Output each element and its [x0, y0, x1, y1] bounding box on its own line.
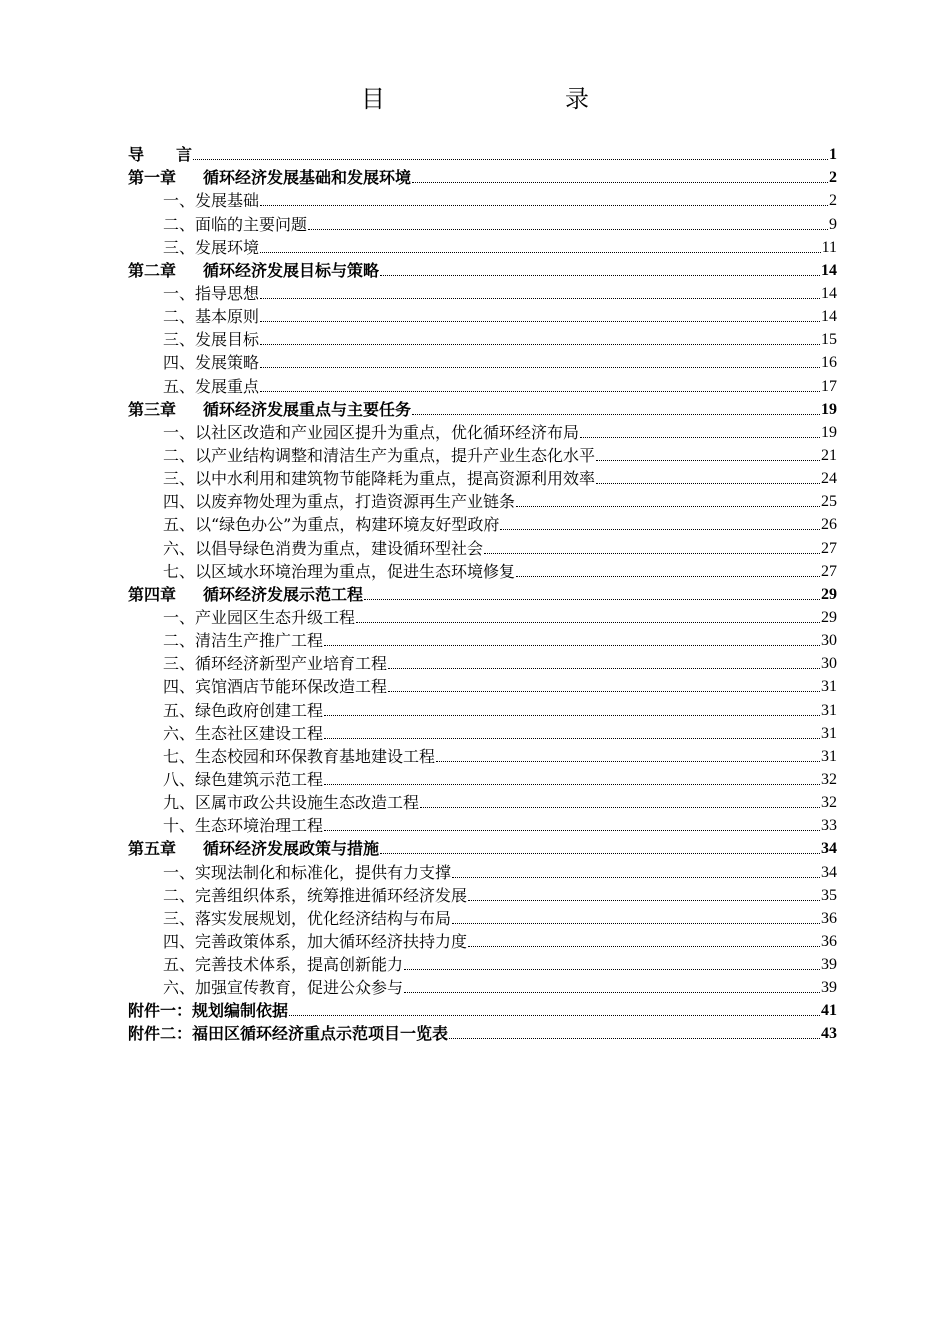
toc-section-entry[interactable] — [128, 628, 837, 651]
toc-page-number: 32 — [821, 770, 837, 788]
toc-entry-text: 四、发展策略 — [163, 353, 260, 373]
toc-page-number: 31 — [821, 678, 837, 696]
toc-page-number: 39 — [821, 956, 837, 974]
toc-chapter-entry[interactable] — [128, 582, 837, 605]
dot-leader — [260, 344, 820, 345]
dot-leader — [388, 668, 820, 669]
toc-entry-text: 一、实现法制化和标准化，提供有力支撑 — [163, 862, 452, 882]
toc-entry-label — [128, 839, 379, 859]
toc-page-number: 14 — [821, 308, 837, 326]
toc-entry-text: 三、发展目标 — [163, 330, 260, 350]
toc-section-entry[interactable] — [128, 188, 837, 211]
toc-page-number: 43 — [821, 1025, 837, 1043]
toc-entry-text: 五、发展重点 — [163, 376, 260, 396]
toc-entry-text: 四、完善政策体系，加大循环经济扶持力度 — [163, 931, 468, 951]
toc-entry-text: 六、以倡导绿色消费为重点，建设循环型社会 — [163, 538, 484, 558]
toc-entry-label — [128, 1001, 288, 1021]
toc-entry-label — [163, 539, 483, 559]
dot-leader — [468, 946, 820, 947]
toc-entry-label — [128, 145, 192, 165]
toc-entry-label — [163, 701, 323, 721]
toc-page-number: 27 — [821, 539, 837, 557]
toc-page-number: 9 — [829, 215, 837, 233]
toc-section-entry[interactable] — [128, 304, 837, 327]
toc-entry-label — [163, 469, 595, 489]
toc-section-entry[interactable] — [128, 813, 837, 836]
toc-entry-label — [163, 909, 451, 929]
toc-entry-text: 附件二：福田区循环经济重点示范项目一览表 — [128, 1024, 449, 1044]
dot-leader — [449, 1038, 820, 1039]
toc-entry-text: 一、产业园区生态升级工程 — [163, 607, 356, 627]
dot-leader — [404, 992, 820, 993]
dot-leader — [324, 715, 820, 716]
toc-page-number: 30 — [821, 655, 837, 673]
dot-leader — [324, 738, 820, 739]
dot-leader — [260, 205, 828, 206]
toc-section-entry[interactable] — [128, 420, 837, 443]
toc-entry-text: 循环经济发展基础和发展环境 — [203, 168, 412, 188]
dot-leader — [324, 784, 820, 785]
toc-section-entry[interactable] — [128, 883, 837, 906]
toc-section-entry[interactable] — [128, 211, 837, 234]
toc-section-entry[interactable] — [128, 744, 837, 767]
toc-entry-text: 二、面临的主要问题 — [163, 214, 308, 234]
toc-page-number: 17 — [821, 377, 837, 395]
toc-section-entry[interactable] — [128, 512, 837, 535]
toc-entry-text: 五、完善技术体系，提高创新能力 — [163, 955, 404, 975]
dot-leader — [388, 691, 820, 692]
toc-section-entry[interactable] — [128, 975, 837, 998]
dot-leader — [193, 159, 828, 160]
dot-leader — [380, 275, 820, 276]
toc-chapter-entry[interactable] — [128, 258, 837, 281]
dot-leader — [412, 414, 820, 415]
dot-leader — [404, 969, 820, 970]
toc-section-entry[interactable] — [128, 674, 837, 697]
dot-leader — [516, 506, 820, 507]
toc-entry-label — [163, 330, 259, 350]
toc-entry-label — [163, 724, 323, 744]
toc-entry-label — [163, 562, 515, 582]
toc-section-entry[interactable] — [128, 952, 837, 975]
toc-entry-label — [163, 191, 259, 211]
toc-entry-text: 三、落实发展规划，优化经济结构与布局 — [163, 908, 452, 928]
toc-entry-text: 九、区属市政公共设施生态改造工程 — [163, 793, 420, 813]
dot-leader — [452, 877, 820, 878]
dot-leader — [500, 529, 820, 530]
toc-page-number: 30 — [821, 632, 837, 650]
toc-entry-text: 循环经济发展重点与主要任务 — [203, 399, 412, 419]
toc-entry-label — [163, 215, 307, 235]
toc-section-entry[interactable] — [128, 859, 837, 882]
toc-entry-text: 附件一：规划编制依据 — [128, 1001, 289, 1021]
toc-entry-label — [163, 654, 387, 674]
toc-page-number: 31 — [821, 747, 837, 765]
toc-entry-label — [163, 978, 403, 998]
toc-section-entry[interactable] — [128, 489, 837, 512]
toc-chapter-entry[interactable] — [128, 998, 837, 1021]
toc-entry-label — [128, 261, 379, 281]
toc-entry-text: 四、宾馆酒店节能环保改造工程 — [163, 677, 388, 697]
toc-page-number: 36 — [821, 909, 837, 927]
toc-entry-label — [128, 585, 363, 605]
toc-entry-text: 一、指导思想 — [163, 283, 260, 303]
toc-page-number: 31 — [821, 701, 837, 719]
toc-entry-text: 七、以区域水环境治理为重点，促进生态环境修复 — [163, 561, 516, 581]
toc-section-entry[interactable] — [128, 721, 837, 744]
toc-page-number: 14 — [821, 284, 837, 302]
toc-chapter-number: 第二章 — [128, 260, 177, 280]
dot-leader — [260, 298, 820, 299]
toc-page-number: 27 — [821, 562, 837, 580]
dot-leader — [484, 553, 820, 554]
toc-entry-text: 循环经济发展示范工程 — [203, 584, 364, 604]
toc-entry-label — [163, 238, 259, 258]
toc-entry-text: 循环经济发展目标与策略 — [203, 260, 380, 280]
toc-entry-text: 一、以社区改造和产业园区提升为重点，优化循环经济布局 — [163, 422, 580, 442]
toc-page-number: 36 — [821, 932, 837, 950]
toc-section-entry[interactable] — [128, 767, 837, 790]
toc-entry-text: 八、绿色建筑示范工程 — [163, 769, 324, 789]
toc-entry-text: 七、生态校园和环保教育基地建设工程 — [163, 746, 436, 766]
toc-entry-text: 三、循环经济新型产业培育工程 — [163, 654, 388, 674]
toc-entry-label — [163, 515, 499, 535]
dot-leader — [260, 321, 820, 322]
dot-leader — [260, 252, 821, 253]
toc-entry-label — [163, 816, 323, 836]
toc-page-number: 19 — [821, 423, 837, 441]
toc-section-entry[interactable] — [128, 559, 837, 582]
toc-entry-label — [163, 863, 451, 883]
toc-entry-text: 一、发展基础 — [163, 191, 260, 211]
dot-leader — [580, 437, 820, 438]
toc-entry-label — [163, 932, 467, 952]
toc-page-number: 24 — [821, 470, 837, 488]
toc-page-number: 14 — [821, 261, 837, 279]
toc-entry-label — [163, 770, 323, 790]
dot-leader — [308, 229, 828, 230]
toc-chapter-entry[interactable] — [128, 836, 837, 859]
toc-section-entry[interactable] — [128, 651, 837, 674]
toc-page-number: 21 — [821, 446, 837, 464]
toc-page-number: 2 — [829, 169, 837, 187]
toc-page-number: 29 — [821, 585, 837, 603]
toc-entry-label — [163, 677, 387, 697]
toc-page-number: 26 — [821, 516, 837, 534]
dot-leader — [412, 182, 828, 183]
dot-leader — [356, 622, 820, 623]
toc-chapter-number: 第一章 — [128, 168, 177, 188]
toc-title: 目 录 — [361, 85, 633, 113]
toc-section-entry[interactable] — [128, 605, 837, 628]
toc-entry-label — [163, 608, 355, 628]
toc-section-entry[interactable] — [128, 466, 837, 489]
dot-leader — [452, 923, 820, 924]
toc-entry-label — [128, 168, 411, 188]
toc-chapter-entry[interactable] — [128, 165, 837, 188]
toc-page-number: 2 — [829, 192, 837, 210]
toc-entry-text: 十、生态环境治理工程 — [163, 816, 324, 836]
dot-leader — [260, 367, 820, 368]
toc-section-entry[interactable] — [128, 906, 837, 929]
dot-leader — [596, 460, 820, 461]
toc-section-entry[interactable] — [128, 373, 837, 396]
toc-page-number: 32 — [821, 794, 837, 812]
toc-chapter-number: 第三章 — [128, 399, 177, 419]
toc-chapter-entry[interactable] — [128, 142, 837, 165]
toc-entry-text: 二、清洁生产推广工程 — [163, 631, 324, 651]
toc-chapter-entry[interactable] — [128, 1021, 837, 1044]
toc-page-number: 34 — [821, 840, 837, 858]
toc-page-number: 39 — [821, 979, 837, 997]
toc-entry-label — [163, 955, 403, 975]
toc-entry-text: 二、完善组织体系，统筹推进循环经济发展 — [163, 885, 468, 905]
dot-leader — [420, 807, 820, 808]
toc-page-number: 11 — [821, 238, 837, 256]
dot-leader — [260, 391, 820, 392]
toc-page-number: 31 — [821, 724, 837, 742]
toc-entry-label — [163, 377, 259, 397]
toc-section-entry[interactable] — [128, 350, 837, 373]
toc-entry-label — [163, 492, 515, 512]
toc-entry-text: 五、以“绿色办公”为重点，构建环境友好型政府 — [163, 515, 500, 535]
toc-entry-text: 五、绿色政府创建工程 — [163, 700, 324, 720]
dot-leader — [436, 761, 820, 762]
toc-page-number: 15 — [821, 331, 837, 349]
dot-leader — [364, 599, 820, 600]
table-of-contents — [128, 142, 837, 1044]
toc-entry-label — [163, 631, 323, 651]
toc-page-number: 25 — [821, 493, 837, 511]
toc-entry-label — [163, 793, 419, 813]
toc-entry-label — [128, 400, 411, 420]
toc-entry-label — [163, 307, 259, 327]
dot-leader — [289, 1015, 820, 1016]
toc-entry-label — [128, 1024, 448, 1044]
toc-section-entry[interactable] — [128, 327, 837, 350]
toc-page-number: 34 — [821, 863, 837, 881]
toc-entry-label — [163, 886, 467, 906]
dot-leader — [324, 830, 820, 831]
toc-page-number: 16 — [821, 354, 837, 372]
dot-leader — [516, 576, 820, 577]
toc-entry-text: 六、生态社区建设工程 — [163, 723, 324, 743]
toc-section-entry[interactable] — [128, 535, 837, 558]
toc-section-entry[interactable] — [128, 790, 837, 813]
toc-entry-label — [163, 446, 595, 466]
toc-entry-text: 循环经济发展政策与措施 — [203, 839, 380, 859]
toc-entry-label — [163, 284, 259, 304]
toc-section-entry[interactable] — [128, 929, 837, 952]
toc-chapter-entry[interactable] — [128, 397, 837, 420]
toc-entry-text: 导 言 — [128, 145, 193, 165]
toc-page-number: 19 — [821, 400, 837, 418]
toc-page-number: 41 — [821, 1002, 837, 1020]
toc-chapter-number: 第五章 — [128, 839, 177, 859]
toc-entry-text: 六、加强宣传教育，促进公众参与 — [163, 978, 404, 998]
dot-leader — [380, 853, 820, 854]
toc-section-entry[interactable] — [128, 697, 837, 720]
toc-entry-text: 三、以中水利用和建筑物节能降耗为重点，提高资源利用效率 — [163, 469, 596, 489]
toc-section-entry[interactable] — [128, 235, 837, 258]
toc-entry-text: 二、以产业结构调整和清洁生产为重点，提升产业生态化水平 — [163, 445, 596, 465]
toc-section-entry[interactable] — [128, 443, 837, 466]
toc-page-number: 29 — [821, 608, 837, 626]
toc-page-number: 1 — [829, 146, 837, 164]
toc-entry-text: 三、发展环境 — [163, 237, 260, 257]
toc-page-number: 35 — [821, 886, 837, 904]
toc-entry-text: 二、基本原则 — [163, 307, 260, 327]
toc-entry-text: 四、以废弃物处理为重点，打造资源再生产业链条 — [163, 492, 516, 512]
toc-chapter-number: 第四章 — [128, 584, 177, 604]
dot-leader — [596, 483, 820, 484]
dot-leader — [468, 900, 820, 901]
toc-page-number: 33 — [821, 817, 837, 835]
toc-section-entry[interactable] — [128, 281, 837, 304]
dot-leader — [324, 645, 820, 646]
toc-entry-label — [163, 747, 435, 767]
toc-entry-label — [163, 353, 259, 373]
toc-entry-label — [163, 423, 579, 443]
